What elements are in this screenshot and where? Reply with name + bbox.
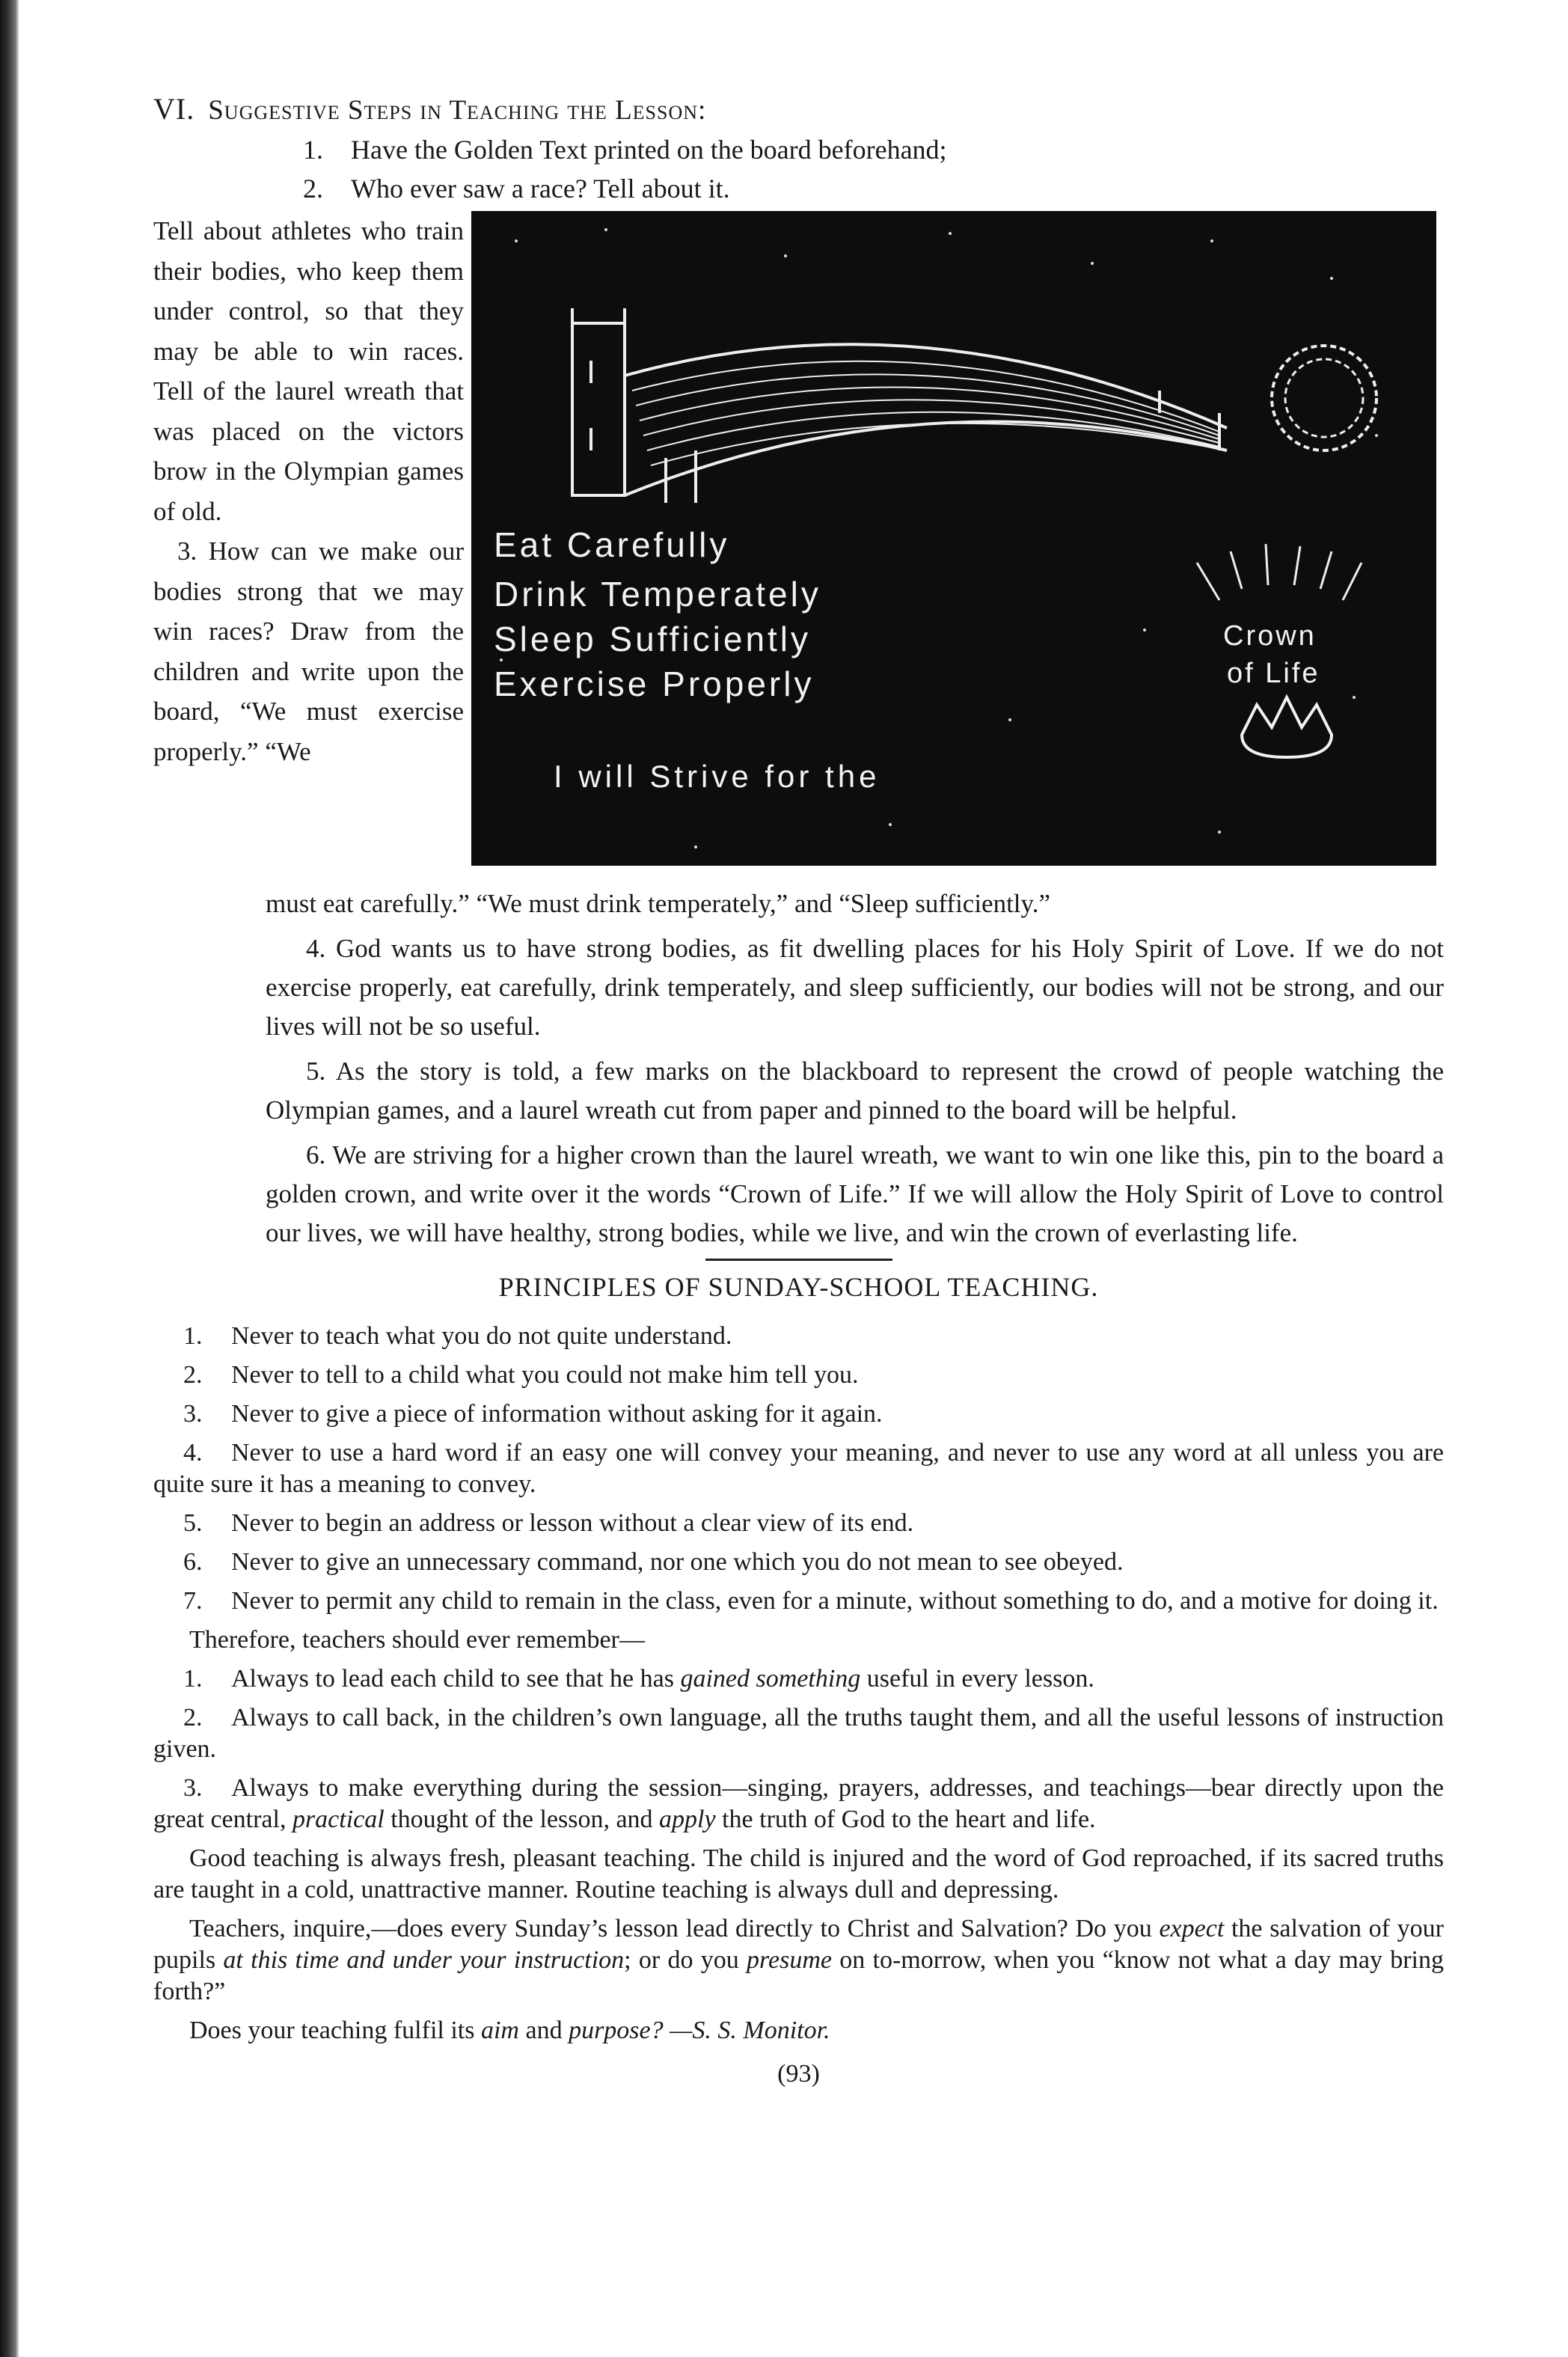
step-item [153, 169, 1444, 208]
item-text: the salvation of your pupils [153, 1915, 1445, 1974]
step-text: God wants us to have strong bodies, as fit dwelling places for his Holy Spirit of Love. If we do not exercise properly, eat carefully, drink temperately, and sleep sufficiently, our bodies will not be strong, and our lives will not be so useful. [266, 934, 1445, 1041]
item-number: 1. [183, 1665, 203, 1693]
stadium-tower [572, 323, 625, 495]
board-line-3: Sleep Sufficiently [494, 620, 812, 658]
item-text: Never to teach what you do not quite understand. [231, 1322, 732, 1350]
crown-rays-drawing [1197, 544, 1362, 600]
athletes-paragraph: Tell about athletes who train their bodies, who keep them under control, so that they may be able to win races. Tell of the laurel wreath that was placed on the victors brow in the Olympian games of old. [153, 216, 464, 526]
stadium-drawing [572, 308, 1227, 503]
never-item [153, 1321, 1444, 1352]
item-text: ; or do you [624, 1946, 747, 1974]
item-number: 3. [183, 1400, 203, 1428]
item-emphasis: apply [659, 1806, 716, 1833]
blackboard-illustration [471, 211, 1436, 866]
step-text: How can we make our bodies strong that we may win races? Draw from the children and write upon the board, “We must exercise properly.” “We [153, 536, 464, 766]
item-emphasis: expect [1159, 1915, 1225, 1942]
item-emphasis: aim [480, 2017, 519, 2044]
step-text: We are striving for a higher crown than the laurel wreath, we want to win one like this, pin to the board a golden crown, and write over it the words “Crown of Life.” If we will allow the Holy Spirit of Love to control our lives, we will have healthy, strong bodies, while we live, and win the crown of everlasting life. [266, 1140, 1444, 1247]
step-text: Who ever saw a race? Tell about it. [351, 174, 730, 204]
blackboard-drawing [471, 211, 1436, 866]
item-number: 2. [183, 1704, 203, 1731]
always-item [153, 1702, 1444, 1765]
crown-icon [1242, 697, 1332, 757]
section-title: Suggestive Steps in Teaching the Lesson: [208, 95, 707, 126]
never-item [153, 1398, 1444, 1430]
item-text: Never to use a hard word if an easy one will convey your meaning, and never to use any word at all unless you are quite sure it has a meaning to convey. [153, 1439, 1444, 1498]
item-number: 1. [183, 1322, 203, 1350]
section-divider [705, 1259, 892, 1261]
main-continuation [266, 884, 1444, 1253]
item-number: 5. [183, 1509, 203, 1537]
source-attribution: —S. S. Monitor. [670, 2017, 830, 2044]
item-text: Never to give a piece of information without asking for it again. [231, 1400, 883, 1428]
page-content [153, 90, 1444, 2088]
never-item [153, 1437, 1444, 1500]
item-text: Always to call back, in the children’s own language, all the truths taught them, and all the useful lessons of instruction given. [153, 1704, 1444, 1763]
item-text: Does your teaching fulfil its [189, 2017, 481, 2044]
crown-of-life-line-1: Crown [1223, 620, 1317, 652]
item-emphasis: practical [292, 1806, 385, 1833]
item-text: on to-morrow, when you “know not what a day may bring forth?” [153, 1946, 1445, 2005]
page-number: (93) [777, 2060, 820, 2088]
item-emphasis: at this time and under your instruction [223, 1946, 625, 1974]
item-emphasis: presume [747, 1946, 832, 1974]
item-text: Always to lead each child to see that he has [231, 1665, 681, 1693]
section-numeral: VI. [153, 92, 195, 126]
step-text: Have the Golden Text printed on the board beforehand; [351, 135, 947, 165]
item-text: Never to begin an address or lesson without a clear view of its end. [231, 1509, 914, 1537]
step-number: 5. [306, 1057, 326, 1086]
illustrated-block [153, 211, 1444, 884]
step-text: As the story is told, a few marks on the blackboard to represent the crowd of people watching the Olympian games, and a laurel wreath cut from paper and pinned to the board will be helpful. [266, 1057, 1444, 1125]
continuation-line: must eat carefully.” “We must drink temperately,” and “Sleep sufficiently.” [266, 889, 1051, 918]
item-text: Teachers, inquire,—does every Sunday’s lesson lead directly to Christ and Salvation? Do you [189, 1915, 1160, 1942]
item-emphasis: purpose? [569, 2017, 664, 2044]
stadium-arc [625, 344, 1227, 428]
crown-of-life-line-2: of Life [1227, 658, 1320, 689]
always-item [153, 1773, 1444, 1835]
never-item [153, 1586, 1444, 1617]
step-3-paragraph [153, 531, 464, 771]
item-text: useful in every lesson. [860, 1665, 1094, 1693]
item-text: thought of the lesson, and [384, 1806, 660, 1833]
never-item [153, 1508, 1444, 1539]
item-text: the truth of God to the heart and life. [715, 1806, 1096, 1833]
board-line-4: Exercise Properly [494, 664, 815, 703]
board-strive-line: I will Strive for the [554, 759, 881, 794]
step-6-paragraph [266, 1136, 1444, 1253]
item-number: 3. [183, 1774, 203, 1802]
left-column-text [153, 211, 464, 771]
always-item [153, 1663, 1444, 1695]
step-item [153, 130, 1444, 169]
inquire-paragraph [153, 1913, 1444, 2008]
step-4-paragraph [266, 929, 1444, 1046]
item-number: 7. [183, 1587, 203, 1615]
step-number: 1. [303, 135, 323, 165]
item-number: 6. [183, 1548, 203, 1576]
therefore-line: Therefore, teachers should ever remember— [189, 1626, 645, 1654]
fulfil-line [153, 2015, 1444, 2046]
board-line-1: Eat Carefully [494, 525, 730, 564]
board-line-2: Drink Temperately [494, 575, 821, 614]
never-item [153, 1360, 1444, 1391]
section-heading [153, 90, 1444, 130]
step-number: 2. [303, 174, 323, 204]
step-5-paragraph [266, 1052, 1444, 1130]
item-text: Never to permit any child to remain in the class, even for a minute, without something to do, and a motive for doing it. [231, 1587, 1439, 1615]
principles-list [153, 1321, 1444, 2046]
item-text: Always to make everything during the session—singing, prayers, addresses, and teachings—bear directly upon the great central, [153, 1774, 1444, 1833]
item-text: Never to give an unnecessary command, nor one which you do not mean to see obeyed. [231, 1548, 1124, 1576]
item-number: 2. [183, 1361, 203, 1389]
laurel-wreath-drawing [1272, 346, 1376, 450]
principles-title: PRINCIPLES OF SUNDAY-SCHOOL TEACHING. [498, 1272, 1099, 1302]
step-number: 4. [306, 934, 326, 963]
item-number: 4. [183, 1439, 203, 1467]
step-number: 3. [177, 536, 197, 566]
never-item [153, 1547, 1444, 1578]
item-text: and [518, 2017, 569, 2044]
item-text: Never to tell to a child what you could not make him tell you. [231, 1361, 859, 1389]
item-emphasis: gained something [680, 1665, 861, 1693]
step-number: 6. [306, 1140, 326, 1170]
book-spine-shadow [0, 0, 19, 2357]
good-teaching-paragraph: Good teaching is always fresh, pleasant teaching. The child is injured and the word of God reproached, if its sacred truths are taught in a cold, unattractive manner. Routine teaching is always dull and depressing. [153, 1844, 1444, 1904]
